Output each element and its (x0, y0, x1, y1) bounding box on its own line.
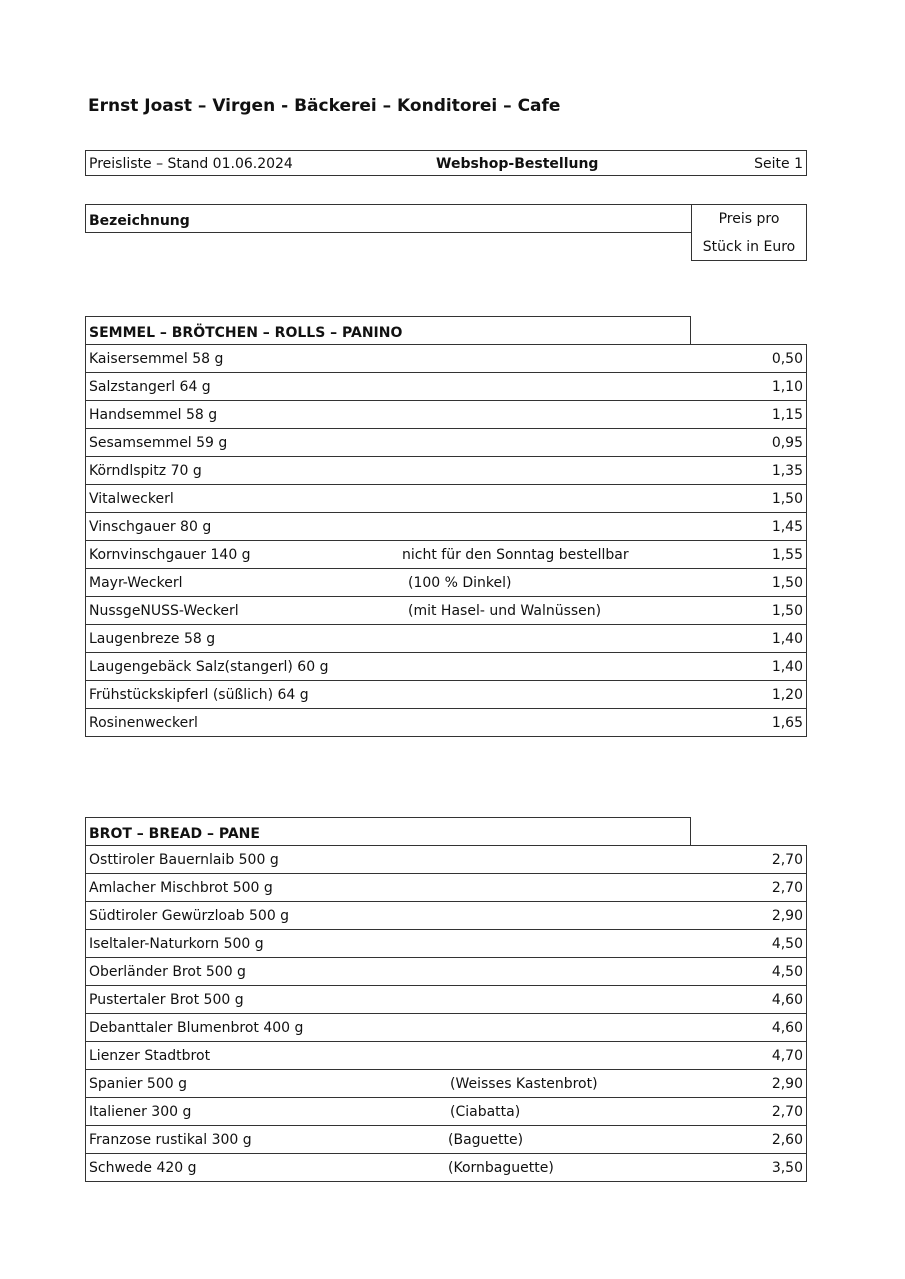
item-note: (Ciabatta) (450, 1104, 521, 1120)
list-item (85, 344, 807, 372)
item-price: 0,50 (771, 351, 803, 367)
price-header-line2: Stück in Euro (702, 239, 796, 255)
item-name: Kaisersemmel 58 g (89, 351, 224, 367)
item-note: (Weisses Kastenbrot) (450, 1076, 598, 1092)
list-item (85, 400, 807, 428)
item-price: 1,45 (771, 519, 803, 535)
list-item (85, 568, 807, 596)
item-name: Oberländer Brot 500 g (89, 964, 246, 980)
item-name: Spanier 500 g (89, 1076, 187, 1092)
item-name: Sesamsemmel 59 g (89, 435, 228, 451)
list-item (85, 873, 807, 901)
item-price: 4,50 (771, 964, 803, 980)
item-price: 2,60 (771, 1132, 803, 1148)
item-name: NussgeNUSS-Weckerl (89, 603, 239, 619)
list-item (85, 1069, 807, 1097)
item-name: Lienzer Stadtbrot (89, 1048, 211, 1064)
item-price: 2,70 (771, 880, 803, 896)
item-note: (Kornbaguette) (448, 1160, 554, 1176)
page-title: Ernst Joast – Virgen - Bäckerei – Konditorei – Cafe (88, 96, 561, 116)
item-price: 2,70 (771, 852, 803, 868)
list-item (85, 624, 807, 652)
list-item (85, 652, 807, 680)
list-item (85, 680, 807, 708)
section-rolls (85, 316, 807, 737)
item-price: 1,50 (771, 491, 803, 507)
list-item (85, 596, 807, 624)
item-price: 2,70 (771, 1104, 803, 1120)
price-list-date: Preisliste – Stand 01.06.2024 (89, 156, 293, 172)
item-price: 2,90 (771, 908, 803, 924)
item-price: 4,60 (771, 1020, 803, 1036)
designation-label: Bezeichnung (89, 213, 190, 229)
list-item (85, 1041, 807, 1069)
list-item (85, 957, 807, 985)
item-name: Debanttaler Blumenbrot 400 g (89, 1020, 304, 1036)
item-note: (mit Hasel- und Walnüssen) (408, 603, 602, 619)
meta-bar (85, 150, 807, 176)
item-note: (100 % Dinkel) (408, 575, 512, 591)
item-name: Laugengebäck Salz(stangerl) 60 g (89, 659, 329, 675)
item-list (85, 845, 807, 1182)
item-name: Iseltaler-Naturkorn 500 g (89, 936, 264, 952)
item-name: Kornvinschgauer 140 g (89, 547, 251, 563)
item-price: 1,65 (771, 715, 803, 731)
list-item (85, 512, 807, 540)
item-name: Pustertaler Brot 500 g (89, 992, 244, 1008)
item-name: Franzose rustikal 300 g (89, 1132, 252, 1148)
list-item (85, 540, 807, 568)
item-price: 1,50 (771, 575, 803, 591)
item-name: Schwede 420 g (89, 1160, 197, 1176)
item-price: 4,50 (771, 936, 803, 952)
section-bread (85, 817, 807, 1182)
item-name: Vitalweckerl (89, 491, 174, 507)
item-name: Rosinenweckerl (89, 715, 198, 731)
item-price: 1,35 (771, 463, 803, 479)
list-item (85, 372, 807, 400)
item-name: Amlacher Mischbrot 500 g (89, 880, 273, 896)
item-name: Laugenbreze 58 g (89, 631, 216, 647)
list-item (85, 1097, 807, 1125)
item-price: 4,70 (771, 1048, 803, 1064)
item-list (85, 344, 807, 737)
item-price: 1,40 (771, 659, 803, 675)
list-item (85, 901, 807, 929)
item-price: 1,15 (771, 407, 803, 423)
list-item (85, 929, 807, 957)
price-header-line1: Preis pro (718, 211, 780, 227)
section-title-box (85, 316, 691, 344)
item-price: 1,20 (771, 687, 803, 703)
item-name: Vinschgauer 80 g (89, 519, 212, 535)
item-name: Italiener 300 g (89, 1104, 192, 1120)
price-header (691, 204, 807, 261)
item-note: nicht für den Sonntag bestellbar (402, 547, 629, 563)
list-item (85, 708, 807, 737)
section-title: BROT – BREAD – PANE (89, 826, 260, 842)
order-type-label: Webshop-Bestellung (436, 156, 599, 172)
item-name: Handsemmel 58 g (89, 407, 218, 423)
item-name: Körndlspitz 70 g (89, 463, 202, 479)
list-item (85, 1013, 807, 1041)
list-item (85, 1125, 807, 1153)
item-name: Südtiroler Gewürzloab 500 g (89, 908, 290, 924)
item-price: 4,60 (771, 992, 803, 1008)
item-price: 1,55 (771, 547, 803, 563)
list-item (85, 985, 807, 1013)
section-title: SEMMEL – BRÖTCHEN – ROLLS – PANINO (89, 325, 403, 341)
item-name: Frühstückskipferl (süßlich) 64 g (89, 687, 309, 703)
item-note: (Baguette) (448, 1132, 524, 1148)
item-price: 0,95 (771, 435, 803, 451)
item-price: 1,40 (771, 631, 803, 647)
section-title-box (85, 817, 691, 845)
item-name: Osttiroler Bauernlaib 500 g (89, 852, 279, 868)
designation-header (85, 204, 691, 233)
item-price: 1,10 (771, 379, 803, 395)
list-item (85, 1153, 807, 1182)
list-item (85, 484, 807, 512)
page-number: Seite 1 (754, 156, 803, 172)
item-name: Mayr-Weckerl (89, 575, 183, 591)
list-item (85, 845, 807, 873)
item-price: 1,50 (771, 603, 803, 619)
item-price: 2,90 (771, 1076, 803, 1092)
list-item (85, 456, 807, 484)
item-price: 3,50 (771, 1160, 803, 1176)
item-name: Salzstangerl 64 g (89, 379, 211, 395)
list-item (85, 428, 807, 456)
